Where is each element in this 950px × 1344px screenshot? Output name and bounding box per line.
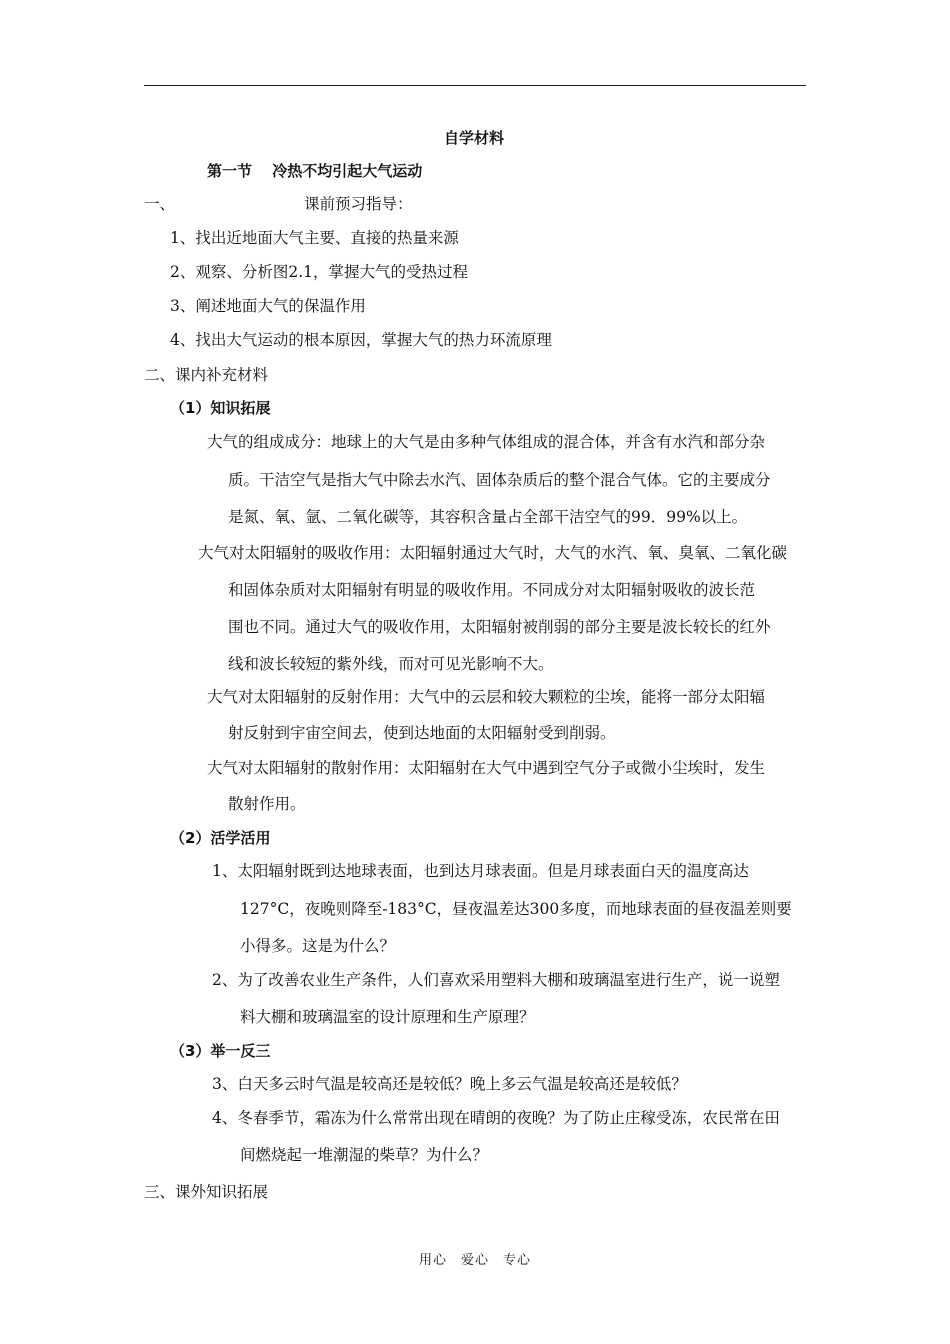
question-2-line-1: 2、为了改善农业生产条件，人们喜欢采用塑料大棚和玻璃温室进行生产，说一说塑 [212,971,780,989]
sub2-heading: （2）活学活用 [170,829,271,847]
part3-heading: 三、课外知识拓展 [144,1183,269,1201]
absorption-line-3: 围也不同。通过大气的吸收作用，太阳辐射被削弱的部分主要是波长较长的红外 [228,618,771,636]
question-1-line-3: 小得多。这是为什么？ [240,937,396,955]
question-2-line-2: 料大棚和玻璃温室的设计原理和生产原理？ [240,1008,535,1026]
sub1-heading: （1）知识拓展 [170,399,271,417]
composition-line-1: 大气的组成成分：地球上的大气是由多种气体组成的混合体，并含有水汽和部分杂 [207,433,766,451]
page-title: 自学材料 [444,129,505,147]
prep-item-4: 4、找出大气运动的根本原因，掌握大气的热力环流原理 [170,331,552,349]
prep-item-2: 2、观察、分析图2.1，掌握大气的受热过程 [170,263,469,281]
absorption-line-2: 和固体杂质对太阳辐射有明显的吸收作用。不同成分对太阳辐射吸收的波长范 [228,581,756,599]
header-rule [144,85,806,86]
part1-number: 一、 [144,195,176,213]
part1-heading: 课前预习指导： [304,195,413,213]
question-3: 3、白天多云时气温是较高还是较低？晚上多云气温是较高还是较低？ [212,1075,687,1093]
page-footer: 用心 爱心 专心 [418,1253,531,1268]
composition-line-2: 质。干洁空气是指大气中除去水汽、固体杂质后的整个混合气体。它的主要成分 [228,471,771,489]
question-4-line-1: 4、冬春季节，霜冻为什么常常出现在晴朗的夜晚？为了防止庄稼受冻，农民常在田 [212,1109,780,1127]
question-1-line-1: 1、太阳辐射既到达地球表面，也到达月球表面。但是月球表面白天的温度高达 [212,862,749,880]
prep-item-1: 1、找出近地面大气主要、直接的热量来源 [170,229,459,247]
question-1-line-2: 127°C，夜晚则降至-183°C，昼夜温差达300多度，而地球表面的昼夜温差则要 [240,900,792,918]
reflection-line-1: 大气对太阳辐射的反射作用：大气中的云层和较大颗粒的尘埃，能将一部分太阳辐 [207,688,766,706]
absorption-line-1: 大气对太阳辐射的吸收作用：太阳辐射通过大气时，大气的水汽、氧、臭氧、二氧化碳 [198,544,788,562]
reflection-line-2: 射反射到宇宙空间去，使到达地面的太阳辐射受到削弱。 [228,724,616,742]
prep-item-3: 3、阐述地面大气的保温作用 [170,297,366,315]
absorption-line-4: 线和波长较短的紫外线，而对可见光影响不大。 [228,655,554,673]
scattering-line-2: 散射作用。 [228,795,306,813]
section-title: 第一节 冷热不均引起大气运动 [207,162,423,180]
sub3-heading: （3）举一反三 [170,1042,271,1060]
question-4-line-2: 间燃烧起一堆潮湿的柴草？为什么？ [240,1146,489,1164]
part2-heading: 二、课内补充材料 [144,366,269,384]
scattering-line-1: 大气对太阳辐射的散射作用：太阳辐射在大气中遇到空气分子或微小尘埃时，发生 [207,759,766,777]
composition-line-3: 是氮、氧、氩、二氧化碳等，其容积含量占全部干洁空气的99．99%以上。 [228,508,748,526]
